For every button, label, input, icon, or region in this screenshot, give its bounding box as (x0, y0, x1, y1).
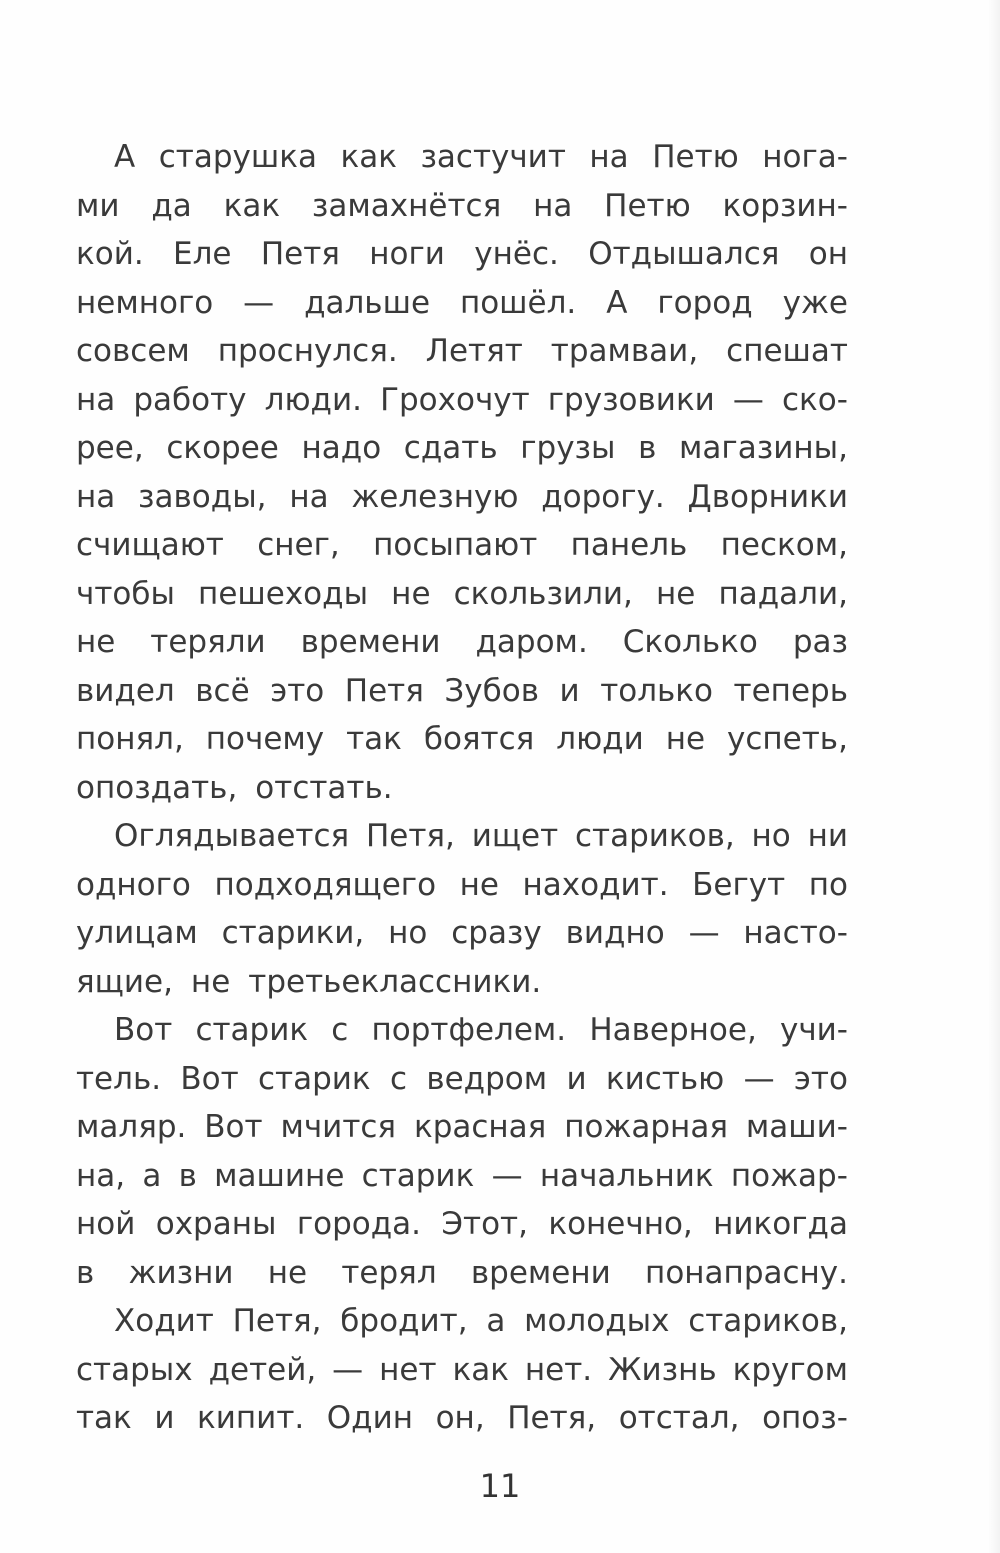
text-line: счищают снег, посыпают панель песком, (76, 527, 848, 563)
text-line: на заводы, на железную дорогу. Дворники (76, 478, 848, 515)
text-line: рее, скорее надо сдать грузы в магазины, (76, 430, 848, 466)
text-line: не теряли времени даром. Сколько раз (76, 624, 848, 660)
text-line: улицам старики, но сразу видно — насто- (76, 915, 848, 951)
text-line: немного — дальше пошёл. А город уже (76, 284, 848, 321)
text-line: кой. Еле Петя ноги унёс. Отдышался он (76, 236, 848, 272)
text-line: понял, почему так боятся люди не успеть, (76, 721, 848, 757)
paragraph (76, 1006, 848, 1297)
paragraph (76, 812, 848, 1006)
text-line: видел всё это Петя Зубов и только теперь (76, 672, 848, 709)
text-line: одного подходящего не находит. Бегут по (76, 866, 848, 903)
text-line: в жизни не терял времени понапрасну. (76, 1254, 848, 1291)
body-text (76, 133, 848, 1443)
page-edge-shade (988, 0, 1000, 1553)
text-line: ми да как замахнётся на Петю корзин- (76, 187, 848, 224)
text-line: совсем проснулся. Летят трамваи, спешат (76, 333, 848, 369)
paragraph (76, 133, 848, 812)
text-line: ной охраны города. Этот, конечно, никогда (76, 1206, 848, 1242)
text-line: А старушка как застучит на Петю нога- (114, 139, 848, 175)
text-line: Вот старик с портфелем. Наверное, учи- (114, 1012, 848, 1048)
text-line: на, а в машине старик — начальник пожар- (76, 1157, 848, 1194)
text-line: так и кипит. Один он, Петя, отстал, опоз- (76, 1400, 848, 1436)
text-line: тель. Вот старик с ведром и кистью — это (76, 1060, 848, 1097)
text-line: на работу люди. Грохочут грузовики — ско- (76, 381, 848, 418)
paragraph (76, 1297, 848, 1443)
text-line: маляр. Вот мчится красная пожарная маши- (76, 1109, 848, 1145)
text-line: чтобы пешеходы не скользили, не падали, (76, 575, 848, 612)
page-number: 11 (479, 1467, 521, 1505)
text-line: старых детей, — нет как нет. Жизнь кругом (76, 1351, 848, 1388)
text-line: Ходит Петя, бродит, а молодых стариков, (114, 1303, 848, 1339)
text-line: Оглядывается Петя, ищет стариков, но ни (114, 818, 848, 854)
text-line: ящие, не третьеклассники. (76, 963, 542, 1000)
text-line: опоздать, отстать. (76, 769, 393, 806)
